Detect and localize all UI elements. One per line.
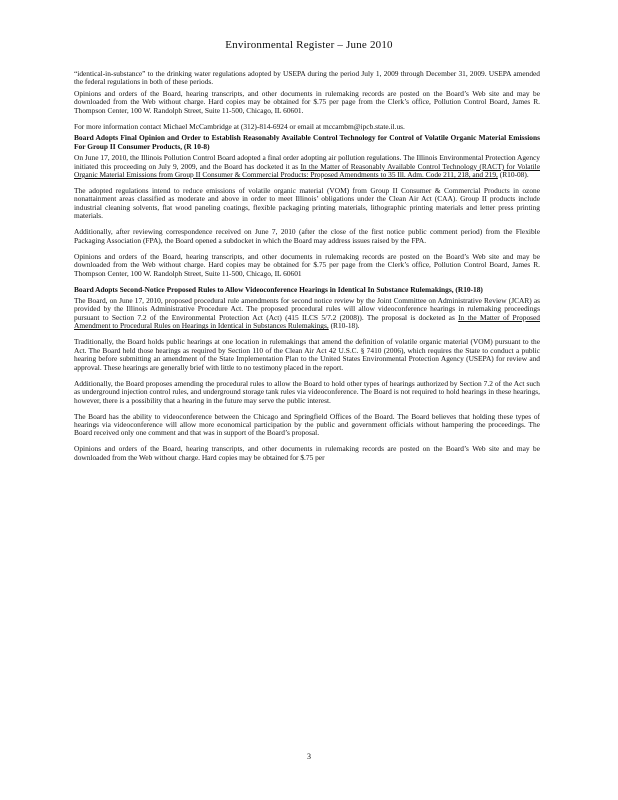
paragraph: Opinions and orders of the Board, hearing transcripts, and other documents in rulemaking records are posted on the Board’s Web site and may be downloaded from the Web without charge. Hard copies may be obtained for $.75 per page from the Clerk’s office, Pollution Control Board, James R. Thompson Center, 100 W. Randolph Street, Suite 11-500, Chicago, IL 60601.	[74, 88, 540, 115]
paragraph: The adopted regulations intend to reduce emissions of volatile organic material (VOM) from Group II Consumer & Commercial Products in ozone nonattainment areas classified as moderate and above in order to meet Illinois’ obligations under the Clean Air Act (CAA). Group II products include industrial cleaning solvents, flat wood paneling coatings, flexible packaging printing materials, lithographic printing materials and letter press printing materials.	[74, 185, 540, 221]
paragraph: Additionally, the Board proposes amending the procedural rules to allow the Board to hold other types of hearings authorized by Section 7.2 of the Act such as underground injection control rules, and underground storage tank rules via videoconference. The Board is not required to hold hearings in these hearings, however, there is a possibility that a hearing in the future may serve the public interest.	[74, 378, 540, 405]
paragraph: Traditionally, the Board holds public hearings at one location in rulemakings that amend the definition of volatile organic material (VOM) pursuant to the Act. The Board held those hearings as required by Section 110 of the Clean Air Act 42 U.S.C. § 7410 (2006), which requires the State to conduct a public hearing before submitting an amendment of the State Implementation Plan to the United States Environmental Protection Agency (USEPA) for review and approval. These hearings are generally brief with little to no testimony placed in the report.	[74, 337, 540, 372]
page-header: Environmental Register – June 2010	[225, 39, 393, 51]
docket-number: (R10-08).	[497, 170, 529, 180]
paragraph	[74, 297, 540, 331]
case-title: In the Matter of Reasonably Available Control Technology (RACT) for Volatile Organic Material Emissions from Group II Consumer & Commercial Products: Proposed Amendments to 35 Ill. Adm. Code 211, 218, and 219,	[74, 161, 541, 180]
case-title: In the Matter of Proposed Amendment to Procedural Rules on Hearings in Identical in Substances Rulemakings,	[74, 312, 541, 331]
paragraph-text: The Board, on June 17, 2010, proposed procedural rule amendments for second notice review by the Joint Committee on Administrative Review (JCAR) as provided by the Illinois Administrative Procedure Act. The proposed procedural rules will allow videoconference hearings in rulemaking proceedings pursuant to Section 7.2 of the Environmental Protection Act (Act) (415 ILCS 5/7.2 (2008)). The proposal is docketed as	[74, 296, 540, 322]
paragraph: The Board has the ability to videoconference between the Chicago and Springfield Offices of the Board. The Board believes that holding these types of hearings via videoconference will allow more economical participation by the public and government officials without hampering the proceedings. The Board received only one comment and that was in support of the Board’s proposal.	[74, 411, 540, 438]
paragraph-text: On June 17, 2010, the Illinois Pollution Control Board adopted a final order adopting air pollution regulations. The Illinois Environmental Protection Agency initiated this proceeding on July 9, 2009, and the Board has docketed it as	[74, 153, 540, 171]
docket-number: (R10-18).	[328, 321, 360, 331]
paragraph: Opinions and orders of the Board, hearing transcripts, and other documents in rulemaking records are posted on the Board’s Web site and may be downloaded from the Web without charge. Hard copies may be obtained for $.75 per	[74, 444, 540, 462]
paragraph	[74, 154, 540, 179]
section-heading: Board Adopts Second-Notice Proposed Rules to Allow Videoconference Hearings in Identical In Substance Rulemakings, (R10-18)	[74, 284, 483, 294]
paragraph: Opinions and orders of the Board, hearing transcripts, and other documents in rulemaking records are posted on the Board’s Web site and may be downloaded from the Web without charge. Hard copies may be obtained for $.75 per page from the Clerk’s office, Pollution Control Board, James R. Thompson Center, 100 W. Randolph Street, Suite 11-500, Chicago, IL 60601	[74, 251, 540, 278]
page-number: 3	[307, 752, 311, 761]
paragraph: “identical-in-substance” to the drinking water regulations adopted by USEPA during the period July 1, 2009 through December 31, 2009. USEPA amended the federal regulations in both of these periods.	[74, 69, 540, 87]
paragraph: Additionally, after reviewing correspondence received on June 7, 2010 (after the close of the first notice public comment period) from the Flexible Packaging Association (FPA), the Board opened a subdocket in which the Board may address issues raised by the FPA.	[74, 227, 540, 245]
paragraph: For more information contact Michael McCambridge at (312)-814-6924 or email at mccambm@ipcb.state.il.us.	[74, 121, 405, 131]
page-content	[74, 70, 540, 470]
section-heading: Board Adopts Final Opinion and Order to Establish Reasonably Available Control Technology for Control of Volatile Organic Material Emissions For Group II Consumer Products, (R 10-8)	[74, 133, 540, 151]
